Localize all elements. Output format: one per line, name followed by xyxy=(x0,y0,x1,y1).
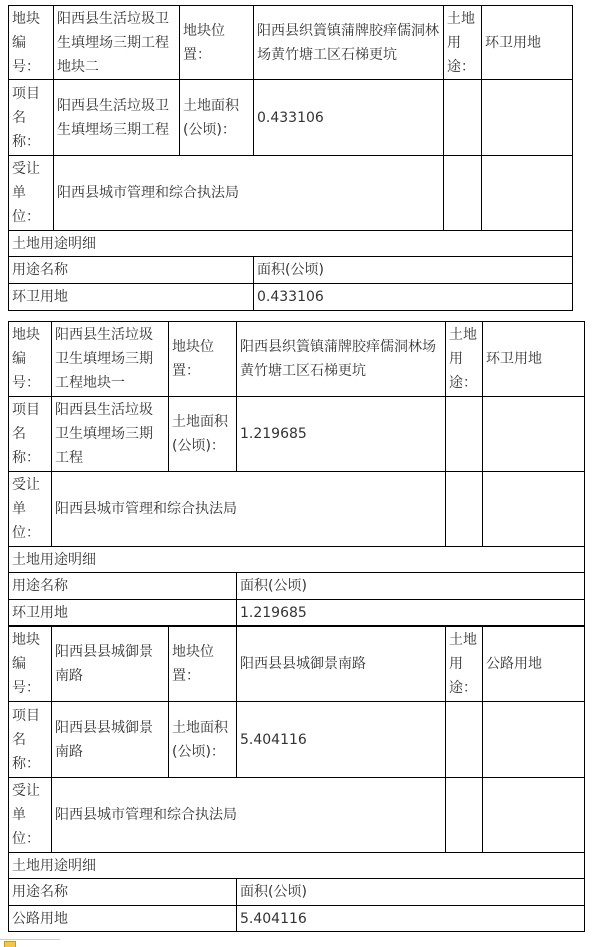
land-use-value: 环卫用地 xyxy=(483,322,585,397)
recipient-label: 受让单位： xyxy=(9,778,52,853)
area-label: 土地面积(公顷)： xyxy=(169,702,237,778)
land-use-label: 土地用途： xyxy=(446,322,483,397)
project-row xyxy=(9,702,585,778)
location-label: 地块位置： xyxy=(169,627,237,702)
detail-area-value: 5.404116 xyxy=(237,906,585,932)
project-name-value: 阳西县县城御景南路 xyxy=(52,702,169,778)
area-header: 面积(公顷) xyxy=(254,257,573,284)
empty-cell xyxy=(482,80,573,156)
land-use-label: 土地用途： xyxy=(446,627,483,702)
land-use-value: 公路用地 xyxy=(483,627,585,702)
parcel-no-value: 阳西县生活垃圾卫生填埋场三期工程地块二 xyxy=(54,6,180,80)
detail-title: 土地用途明细 xyxy=(9,231,573,257)
project-name-label: 项目名称： xyxy=(9,397,52,472)
detail-area-value: 1.219685 xyxy=(237,600,585,626)
location-value: 阳西县织篢镇蒲牌胶痒儒洞林场黄竹塘工区石梯更坑 xyxy=(237,322,446,397)
project-name-label: 项目名称： xyxy=(9,702,52,778)
detail-use-value: 公路用地 xyxy=(9,906,237,932)
recipient-label: 受让单位： xyxy=(9,156,54,231)
recipient-row xyxy=(9,778,585,853)
recipient-value: 阳西县城市管理和综合执法局 xyxy=(52,778,446,853)
location-value: 阳西县织篢镇蒲牌胶痒儒洞林场黄竹塘工区石梯更坑 xyxy=(254,6,444,80)
parcel-info-row xyxy=(9,627,585,702)
parcel-info-row xyxy=(9,322,585,397)
area-value: 0.433106 xyxy=(254,80,444,156)
empty-cell xyxy=(483,472,585,547)
parcel-no-label: 地块编号： xyxy=(9,627,52,702)
project-row xyxy=(9,80,573,156)
empty-cell xyxy=(483,778,585,853)
empty-cell xyxy=(446,397,483,472)
parcel-no-label: 地块编号： xyxy=(9,322,52,397)
empty-cell xyxy=(444,80,482,156)
land-parcel-table-2 xyxy=(8,321,585,626)
recipient-row xyxy=(9,472,585,547)
detail-title-row xyxy=(9,231,573,257)
empty-cell xyxy=(446,702,483,778)
recipient-row xyxy=(9,156,573,231)
area-header: 面积(公顷) xyxy=(237,573,585,600)
land-use-value: 环卫用地 xyxy=(482,6,573,80)
empty-cell xyxy=(446,778,483,853)
use-name-header: 用途名称 xyxy=(9,257,254,284)
detail-row xyxy=(9,284,573,311)
area-value: 1.219685 xyxy=(237,397,446,472)
location-label: 地块位置： xyxy=(180,6,254,80)
area-label: 土地面积(公顷)： xyxy=(180,80,254,156)
location-label: 地块位置： xyxy=(169,322,237,397)
recipient-value: 阳西县城市管理和综合执法局 xyxy=(54,156,444,231)
area-header: 面积(公顷) xyxy=(237,879,585,906)
project-name-value: 阳西县生活垃圾卫生填埋场三期工程 xyxy=(54,80,180,156)
project-name-value: 阳西县生活垃圾卫生填埋场三期工程 xyxy=(52,397,169,472)
location-value: 阳西县县城御景南路 xyxy=(237,627,446,702)
detail-title-row xyxy=(9,853,585,879)
folder-icon xyxy=(4,941,16,947)
recipient-label: 受让单位： xyxy=(9,472,52,547)
empty-cell xyxy=(483,397,585,472)
land-parcel-table-3 xyxy=(8,626,585,932)
detail-row xyxy=(9,906,585,932)
detail-use-value: 环卫用地 xyxy=(9,284,254,311)
detail-title: 土地用途明细 xyxy=(9,853,585,879)
parcel-no-label: 地块编号： xyxy=(9,6,54,80)
detail-header-row xyxy=(9,257,573,284)
empty-cell xyxy=(444,156,482,231)
detail-area-value: 0.433106 xyxy=(254,284,573,311)
parcel-info-row xyxy=(9,6,573,80)
empty-cell xyxy=(482,156,573,231)
area-value: 5.404116 xyxy=(237,702,446,778)
detail-row xyxy=(9,600,585,626)
detail-header-row xyxy=(9,573,585,600)
recipient-value: 阳西县城市管理和综合执法局 xyxy=(52,472,446,547)
detail-header-row xyxy=(9,879,585,906)
land-parcel-table-1 xyxy=(8,5,573,311)
empty-cell xyxy=(446,472,483,547)
use-name-header: 用途名称 xyxy=(9,573,237,600)
empty-cell xyxy=(483,702,585,778)
land-use-label: 土地用途： xyxy=(444,6,482,80)
project-name-label: 项目名称： xyxy=(9,80,54,156)
detail-title-row xyxy=(9,547,585,573)
parcel-no-value: 阳西县县城御景南路 xyxy=(52,627,169,702)
parcel-no-value: 阳西县生活垃圾卫生填埋场三期工程地块一 xyxy=(52,322,169,397)
project-row xyxy=(9,397,585,472)
area-label: 土地面积(公顷)： xyxy=(169,397,237,472)
detail-use-value: 环卫用地 xyxy=(9,600,237,626)
use-name-header: 用途名称 xyxy=(9,879,237,906)
detail-title: 土地用途明细 xyxy=(9,547,585,573)
